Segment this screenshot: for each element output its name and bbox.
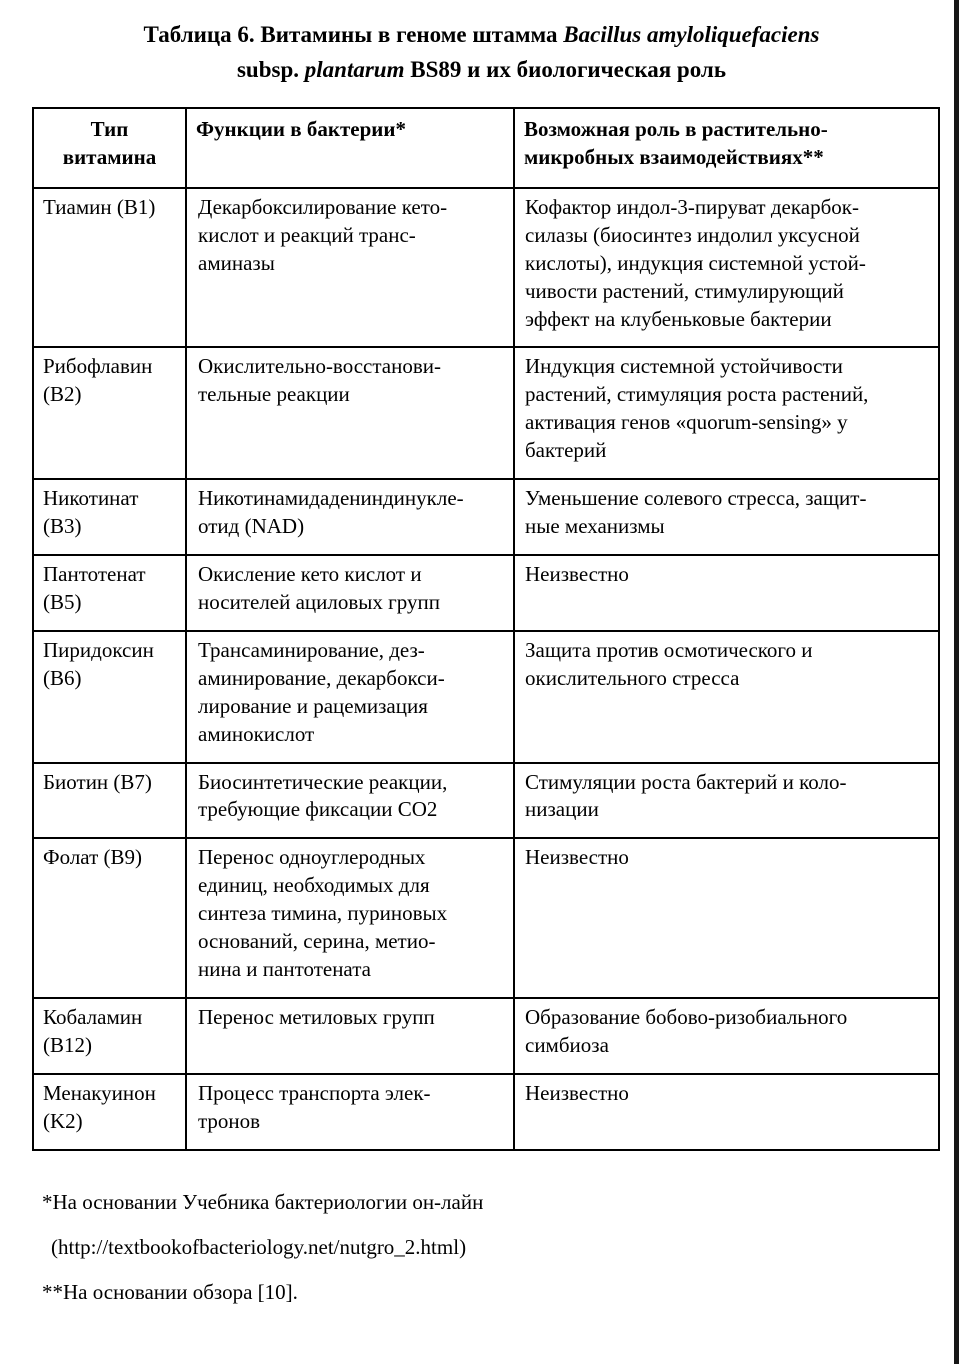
table-row-riboflavin	[33, 347, 939, 479]
cell-functions: Перенос одноуглеродных единиц, необходимых для синтеза тимина, пуриновых оснований, серина, метио- нина и пантотената	[186, 838, 514, 998]
table-caption	[40, 18, 923, 87]
table-row-nicotinate	[33, 479, 939, 555]
footnote-review: **На основании обзора [10].	[42, 1280, 298, 1305]
vitamins-table	[32, 107, 940, 1151]
cell-role: Индукция системной устойчивости растений, стимуляция роста растений, активация генов «quorum-sensing» у бактерий	[514, 347, 939, 479]
table-header-row	[33, 108, 939, 188]
table-row-menaquinone	[33, 1074, 939, 1150]
cell-vitamin: Пиридоксин (B6)	[33, 631, 186, 763]
cell-vitamin: Биотин (B7)	[33, 763, 186, 839]
subsp-prefix: subsp.	[236, 56, 305, 82]
cell-functions: Никотинамидадениндинукле- отид (NAD)	[186, 479, 514, 555]
cell-vitamin: Фолат (B9)	[33, 838, 186, 998]
cell-vitamin: Пантотенат (B5)	[33, 555, 186, 631]
cell-role: Стимуляции роста бактерий и коло- низации	[514, 763, 939, 839]
species-name-italic: Bacillus amyloliquefaciens	[563, 22, 820, 47]
cell-functions: Окислительно-восстанови- тельные реакции	[186, 347, 514, 479]
scan-edge-artifact	[954, 0, 959, 1364]
table-row-pyridoxine	[33, 631, 939, 763]
col-header-vitamin-type: Тип витамина	[33, 108, 186, 188]
table-row-cobalamin	[33, 998, 939, 1074]
cell-functions: Биосинтетические реакции, требующие фиксации CO2	[186, 763, 514, 839]
cell-functions: Трансаминирование, дез- аминирование, декарбокси- лирование и рацемизация аминокислот	[186, 631, 514, 763]
cell-vitamin: Кобаламин (B12)	[33, 998, 186, 1074]
cell-vitamin: Рибофлавин (B2)	[33, 347, 186, 479]
cell-role: Образование бобово-ризобиального симбиоза	[514, 998, 939, 1074]
cell-functions: Перенос метиловых групп	[186, 998, 514, 1074]
caption-text-line2: BS89 и их биологическая роль	[404, 56, 726, 82]
cell-role: Неизвестно	[514, 1074, 939, 1150]
cell-vitamin: Менакуинон (K2)	[33, 1074, 186, 1150]
footnote-source: *На основании Учебника бактериологии он-лайн	[42, 1189, 484, 1214]
table-row-thiamine	[33, 188, 939, 348]
cell-vitamin: Тиамин (B1)	[33, 188, 186, 348]
col-header-role: Возможная роль в растительно- микробных взаимодействиях**	[514, 108, 939, 188]
cell-role: Защита против осмотического и окислительного стресса	[514, 631, 939, 763]
caption-text-line1: Таблица 6. Витамины в геноме штамма	[143, 22, 564, 47]
subspecies-name-italic: plantarum	[304, 56, 405, 82]
footnotes	[30, 1189, 933, 1306]
table-row-pantothenate	[33, 555, 939, 631]
table-row-folate	[33, 838, 939, 998]
cell-role: Уменьшение солевого стресса, защит- ные механизмы	[514, 479, 939, 555]
col-header-functions: Функции в бактерии*	[186, 108, 514, 188]
cell-functions: Окисление кето кислот и носителей ациловых групп	[186, 555, 514, 631]
cell-role: Кофактор индол-3-пируват декарбок- силазы (биосинтез индолил уксусной кислоты), индукция системной устой- чивости растений, стимулирующий эффект на клубеньковые бактерии	[514, 188, 939, 348]
cell-role: Неизвестно	[514, 555, 939, 631]
cell-functions: Декарбоксилирование кето- кислот и реакций транс- аминазы	[186, 188, 514, 348]
footnote-url: (http://textbookofbacteriology.net/nutgro_2.html)	[51, 1234, 467, 1259]
cell-vitamin: Никотинат (B3)	[33, 479, 186, 555]
cell-functions: Процесс транспорта элек- тронов	[186, 1074, 514, 1150]
table-row-biotin	[33, 763, 939, 839]
cell-role: Неизвестно	[514, 838, 939, 998]
